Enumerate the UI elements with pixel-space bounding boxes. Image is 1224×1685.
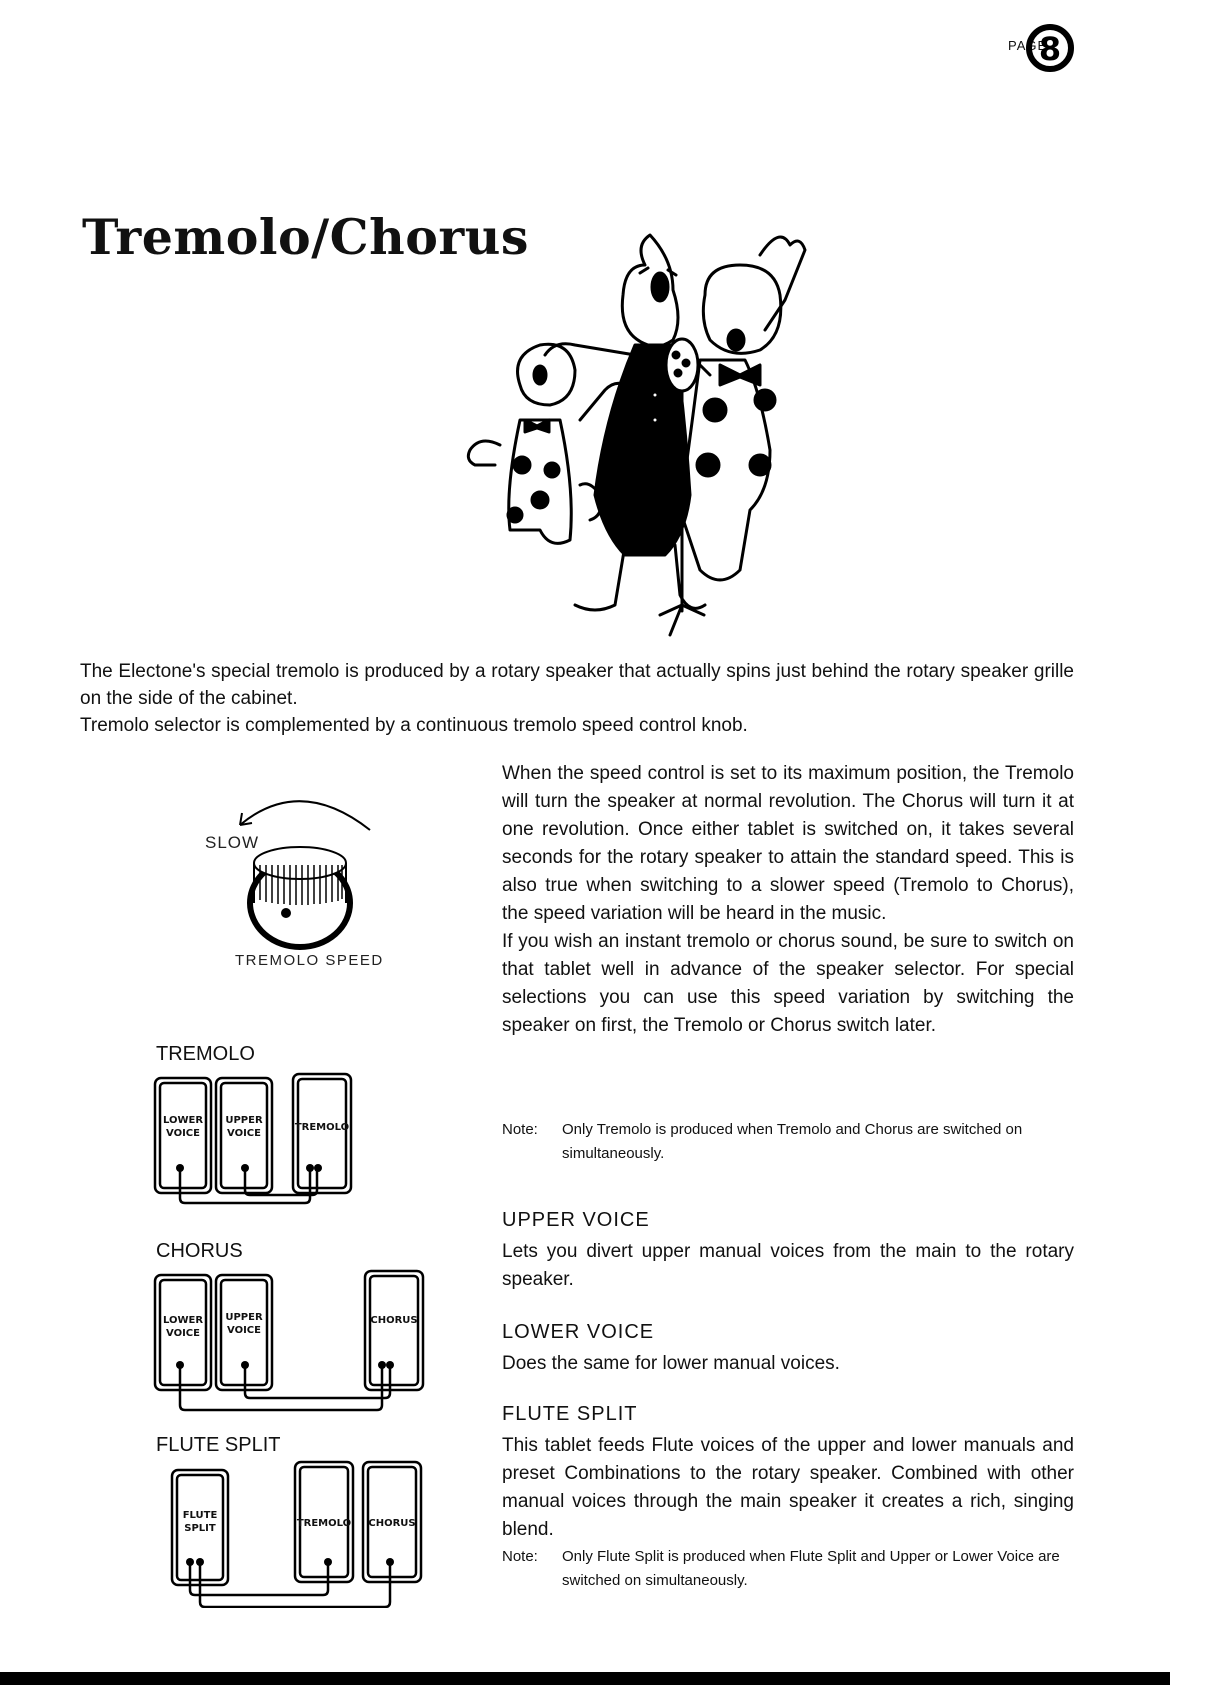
diagram-flute-split [150,1458,440,1608]
page-number: 8 [1038,30,1062,68]
page-number-circle [1022,20,1074,76]
upper-voice-heading: UPPER VOICE [502,1209,650,1231]
instant-text: If you wish an instant tremolo or chorus sound, be sure to switch on that tablet well in advance of the speaker selector. For special selections you can use this speed variation by switching the speaker on first, the Tremolo or Chorus switch later. [502,931,1074,1036]
svg-text:FLUTE: FLUTE [182,1510,218,1521]
knob-slow-label: SLOW [205,833,260,852]
diagram-chorus-title: CHORUS [156,1240,243,1262]
intro-text [80,658,1074,739]
svg-text:SPLIT: SPLIT [184,1523,216,1534]
note-text: Only Tremolo is produced when Tremolo and Chorus are switched on simultaneously. [562,1121,1023,1162]
note-label: Note: [502,1548,538,1565]
page-marker [1000,20,1080,80]
diagram-flute-split-title: FLUTE SPLIT [156,1434,281,1456]
flute-split-heading: FLUTE SPLIT [502,1403,638,1425]
lower-voice-heading: LOWER VOICE [502,1321,655,1343]
intro-line-2: Tremolo selector is complemented by a continuous tremolo speed control knob. [80,715,748,736]
svg-text:CHORUS: CHORUS [368,1518,416,1529]
svg-text:VOICE: VOICE [227,1325,261,1336]
tablet-tremolo: TREMOLO [294,1122,350,1133]
upper-voice-text [502,1238,1074,1294]
knob-caption: TREMOLO SPEED [235,952,384,969]
diagram-tremolo-title: TREMOLO [156,1043,255,1065]
tremolo-speed-knob-illustration [190,785,390,955]
page-title: Tremolo/Chorus [82,208,529,266]
page-prefix: PAGE [1008,38,1048,53]
upper-voice-description: Lets you divert upper manual voices from the main to the rotary speaker. [502,1241,1074,1290]
svg-text:VOICE: VOICE [166,1328,200,1339]
speed-text: When the speed control is set to its maximum position, the Tremolo will turn the speaker at normal revolution. The Chorus will turn it at one revolution. Once either tablet is switched on, it takes several seconds for the rotary speaker to attain the standard speed. This is also true when switching to a slower speed (Tremolo to Chorus), the speed variation will be heard in the music. [502,763,1074,924]
flute-split-text [502,1432,1074,1544]
lower-voice-description: Does the same for lower manual voices. [502,1353,840,1374]
note-text: Only Flute Split is produced when Flute Split and Upper or Lower Voice are switched on simultaneously. [562,1548,1060,1589]
note-label: Note: [502,1121,538,1138]
intro-line-1: The Electone's special tremolo is produced by a rotary speaker that actually spins just behind the rotary speaker grille on the side of the cabinet. [80,661,1074,709]
singers-illustration [460,215,860,655]
svg-text:CHORUS: CHORUS [370,1315,418,1326]
svg-text:LOWER: LOWER [162,1315,204,1326]
svg-text:TREMOLO: TREMOLO [296,1518,352,1529]
speed-paragraph [502,760,1074,1040]
bottom-rule [0,1672,1170,1685]
flute-split-description: This tablet feeds Flute voices of the upper and lower manuals and preset Combinations to the rotary speaker. Combined with other manual voices through the main speaker it creates a rich, singing blend. [502,1435,1074,1540]
svg-text:VOICE: VOICE [166,1128,200,1139]
note-tremolo-chorus [502,1118,1074,1166]
lower-voice-text [502,1350,1074,1378]
diagram-chorus [150,1265,430,1415]
tablet-upper-voice: UPPER [225,1115,263,1126]
svg-text:UPPER: UPPER [225,1312,263,1323]
note-flute-split [502,1545,1074,1593]
diagram-tremolo [150,1068,360,1218]
tablet-lower-voice: LOWER [162,1115,204,1126]
svg-text:VOICE: VOICE [227,1128,261,1139]
